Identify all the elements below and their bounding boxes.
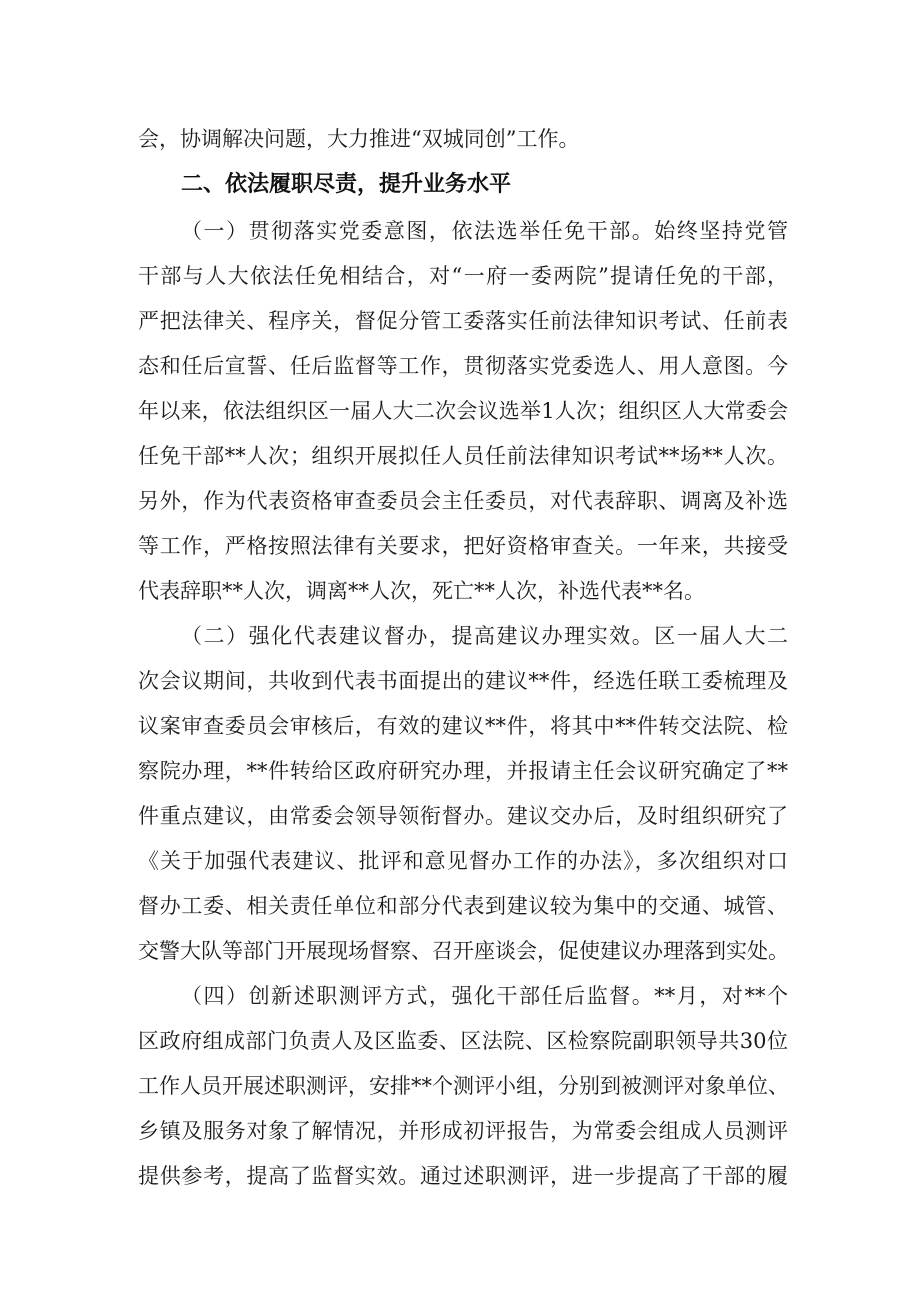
paragraph-line-6: 年以来，依法组织区一届人大二次会议选举1人次；组织区人大常委会	[138, 399, 788, 423]
paragraph-line-15: 件重点建议，由常委会领导领衔督办。建议交办后，及时组织研究了	[138, 804, 788, 828]
paragraph-line-18: 交警大队等部门开展现场督察、召开座谈会，促使建议办理落到实处。	[138, 939, 789, 963]
paragraph-line-4: 严把法律关、程序关，督促分管工委落实任前法律知识考试、任前表	[138, 309, 788, 333]
paragraph-line-12: 次会议期间，共收到代表书面提出的建议**件，经选任联工委梳理及	[138, 669, 788, 693]
paragraph-line-9: 等工作，严格按照法律有关要求，把好资格审查关。一年来，共接受	[138, 534, 788, 558]
paragraph-line-8: 另外，作为代表资格审查委员会主任委员，对代表辞职、调离及补选	[138, 489, 788, 513]
paragraph-line-1: 会，协调解决问题，大力推进“双城同创”工作。	[138, 127, 580, 151]
paragraph-line-13: 议案审查委员会审核后，有效的建议**件，将其中**件转交法院、检	[138, 714, 788, 738]
paragraph-line-10: 代表辞职**人次，调离**人次，死亡**人次，补选代表**名。	[138, 579, 705, 603]
paragraph-line-22: 乡镇及服务对象了解情况，并形成初评报告，为常委会组成人员测评	[138, 1119, 788, 1143]
paragraph-line-19: （四）创新述职测评方式，强化干部任后监督。**月，对**个	[181, 984, 788, 1008]
paragraph-line-5: 态和任后宣誓、任后监督等工作，贯彻落实党委选人、用人意图。今	[138, 354, 788, 378]
section-heading: 二、依法履职尽责，提升业务水平	[181, 172, 512, 197]
paragraph-line-21: 工作人员开展述职测评，安排**个测评小组，分别到被测评对象单位、	[138, 1074, 789, 1098]
paragraph-line-17: 督办工委、相关责任单位和部分代表到建议较为集中的交通、城管、	[138, 894, 788, 918]
paragraph-line-2: （一）贯彻落实党委意图，依法选举任免干部。始终坚持党管	[181, 219, 788, 243]
paragraph-line-7: 任免干部**人次；组织开展拟任人员任前法律知识考试**场**人次。	[138, 444, 788, 468]
paragraph-line-16: 《关于加强代表建议、批评和意见督办工作的办法》，多次组织对口	[138, 849, 788, 873]
paragraph-line-11: （二）强化代表建议督办，提高建议办理实效。区一届人大二	[181, 624, 788, 648]
paragraph-line-20: 区政府组成部门负责人及区监委、区法院、区检察院副职领导共30位	[138, 1029, 788, 1053]
paragraph-line-3: 干部与人大依法任免相结合，对“一府一委两院”提请任免的干部，	[138, 264, 788, 288]
paragraph-line-14: 察院办理，**件转给区政府研究办理，并报请主任会议研究确定了**	[138, 759, 788, 783]
paragraph-line-23: 提供参考，提高了监督实效。通过述职测评，进一步提高了干部的履	[138, 1164, 788, 1188]
